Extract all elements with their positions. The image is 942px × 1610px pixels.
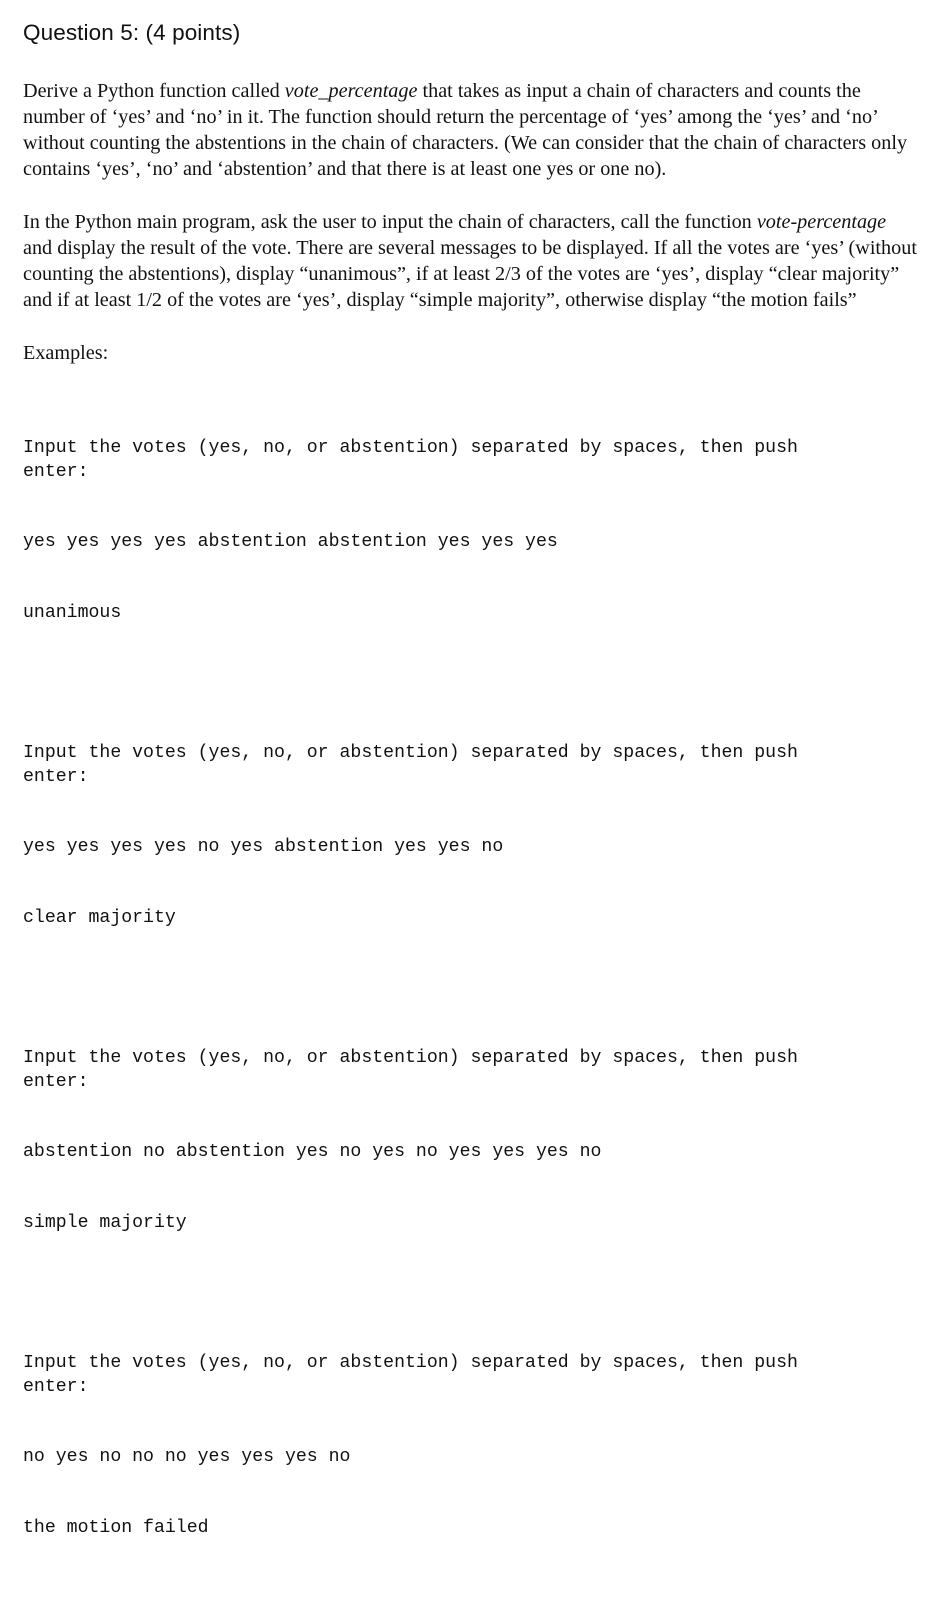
- example-block-3: [23, 1000, 863, 1282]
- example-prompt: Input the votes (yes, no, or abstention) separated by spaces, then push enter:: [23, 1048, 809, 1092]
- example-input: abstention no abstention yes no yes no yes yes yes no: [23, 1142, 602, 1162]
- function-name-vote-percentage-2: vote-percentage: [756, 211, 887, 233]
- examples-heading: Examples:: [23, 342, 109, 364]
- example-prompt: Input the votes (yes, no, or abstention) separated by spaces, then push enter:: [23, 438, 809, 482]
- example-input: yes yes yes yes abstention abstention yes yes yes: [23, 532, 558, 552]
- example-output: the motion failed: [23, 1517, 209, 1538]
- example-input: yes yes yes yes no yes abstention yes yes no: [23, 837, 504, 857]
- example-output: simple majority: [23, 1212, 187, 1233]
- example-block-1: [23, 390, 863, 672]
- paragraph2-body: and display the result of the vote. There are several messages to be displayed. If all the votes are ‘yes’ (without counting the abstentions), display “unanimous”, if at least 2/3 of the votes are ‘yes’, display “clear majority” and if at least 1/2 of the votes are ‘yes’, display “simple majority”, otherwise display “the motion fails”: [23, 237, 917, 311]
- function-name-vote-percentage: vote_percentage: [284, 80, 418, 102]
- document-page: [23, 18, 918, 1610]
- function-description-paragraph: [23, 78, 918, 182]
- example-block-2: [23, 695, 863, 977]
- example-prompt: Input the votes (yes, no, or abstention) separated by spaces, then push enter:: [23, 1353, 809, 1397]
- example-output: unanimous: [23, 602, 122, 623]
- example-input: no yes no no no yes yes yes no: [23, 1447, 351, 1467]
- paragraph1-body: that takes as input a chain of characters and counts the number of ‘yes’ and ‘no’ in it. The function should return the percentage of ‘yes’ among the ‘yes’ and ‘no’ without counting the abstentions in the chain of characters. (We can consider that the chain of characters only contains ‘yes’, ‘no’ and ‘abstention’ and that there is at least one yes or one no).: [23, 80, 908, 180]
- main-program-paragraph: [23, 209, 918, 313]
- question-title: Question 5: (4 points): [23, 20, 241, 45]
- example-prompt: Input the votes (yes, no, or abstention) separated by spaces, then push enter:: [23, 743, 809, 787]
- example-output: clear majority: [23, 907, 176, 928]
- paragraph2-intro: In the Python main program, ask the user to input the chain of characters, call the function: [23, 211, 757, 233]
- example-block-4: [23, 1305, 863, 1587]
- paragraph1-intro: Derive a Python function called: [23, 80, 285, 102]
